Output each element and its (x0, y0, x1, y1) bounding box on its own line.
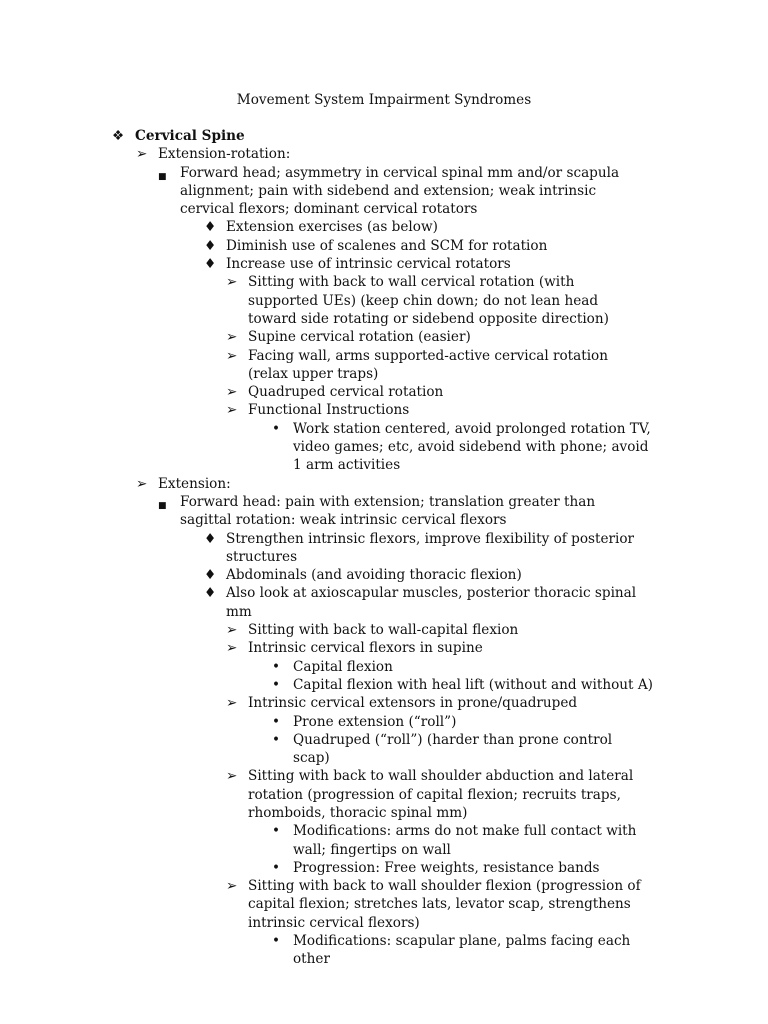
dot-bullet-icon: • (272, 823, 281, 840)
arrow-bullet-icon: ➢ (226, 768, 238, 785)
section-cervical-spine (0, 127, 768, 969)
exercise-text: Quadruped cervical rotation (248, 384, 444, 401)
item-text: Abdominals (and avoiding thoracic flexion) (226, 567, 522, 584)
list-item (0, 566, 768, 584)
subsection-extension (0, 475, 768, 969)
exercise-text: Sitting with back to wall-capital flexion (248, 622, 519, 639)
exercise-item (0, 328, 768, 346)
item-text: Strengthen intrinsic flexors, improve flexibility of posterior structures (226, 530, 635, 565)
dot-bullet-icon: • (272, 731, 281, 748)
arrow-bullet-icon: ➢ (226, 622, 238, 639)
diamond-bullet-icon: ❖ (112, 128, 125, 144)
exercise-item (0, 877, 768, 968)
dot-bullet-icon: • (272, 420, 281, 437)
item-text: Extension exercises (as below) (226, 219, 438, 236)
dot-bullet-icon: • (272, 859, 281, 876)
arrow-bullet-icon: ➢ (226, 640, 238, 657)
subsection-heading: Extension-rotation: (158, 146, 291, 163)
sub-item-text: Modifications: scapular plane, palms facing each other (293, 933, 631, 968)
sub-item-text: Modifications: arms do not make full contact with wall; fingertips on wall (293, 823, 637, 858)
arrow-bullet-icon: ➢ (226, 274, 238, 291)
item-text: Also look at axioscapular muscles, posterior thoracic spinal mm (226, 585, 637, 620)
sub-item (0, 822, 768, 859)
exercise-item (0, 401, 768, 474)
sub-item (0, 676, 768, 694)
exercise-item (0, 767, 768, 877)
arrow-bullet-icon: ➢ (136, 146, 148, 163)
arrow-bullet-icon: ➢ (226, 402, 238, 419)
sub-item (0, 731, 768, 768)
list-item (0, 218, 768, 236)
item-text: Diminish use of scalenes and SCM for rotation (226, 237, 548, 254)
outline (0, 127, 768, 969)
sub-item-text: Work station centered, avoid prolonged rotation TV, video games; etc, avoid sidebend with phone; avoid 1 arm activities (293, 420, 651, 474)
subsection-heading: Extension: (158, 475, 231, 492)
diamond-bullet-icon: ♦ (204, 530, 217, 547)
list-item (0, 237, 768, 255)
exercise-item (0, 273, 768, 328)
finding-text: Forward head: pain with extension; translation greater than sagittal rotation: weak intrinsic cervical flexors (180, 493, 596, 529)
diamond-bullet-icon: ♦ (204, 567, 217, 584)
subsection-extension-rotation (0, 145, 768, 474)
sub-item (0, 713, 768, 731)
exercise-text: Facing wall, arms supported-active cervical rotation (relax upper traps) (248, 347, 608, 382)
arrow-bullet-icon: ➢ (226, 347, 238, 364)
square-bullet-icon: ■ (158, 171, 167, 182)
arrow-bullet-icon: ➢ (226, 329, 238, 346)
sub-item-text: Quadruped (“roll”) (harder than prone control scap) (293, 731, 613, 767)
section-heading: Cervical Spine (135, 128, 245, 144)
arrow-bullet-icon: ➢ (226, 695, 238, 712)
sub-item (0, 932, 768, 969)
dot-bullet-icon: • (272, 933, 281, 950)
exercise-text: Supine cervical rotation (easier) (248, 329, 471, 346)
exercise-text: Functional Instructions (248, 402, 410, 419)
arrow-bullet-icon: ➢ (226, 384, 238, 401)
sub-item-text: Progression: Free weights, resistance bands (293, 859, 600, 876)
arrow-bullet-icon: ➢ (226, 878, 238, 895)
list-item (0, 584, 768, 968)
exercise-item (0, 694, 768, 767)
sub-item (0, 658, 768, 676)
finding-item (0, 164, 768, 475)
exercise-item (0, 639, 768, 694)
exercise-text: Intrinsic cervical extensors in prone/quadruped (248, 695, 578, 712)
exercise-text: Sitting with back to wall shoulder abduction and lateral rotation (progression of capital flexion; recruits traps, rhomboids, thoracic spinal mm) (248, 768, 634, 821)
exercise-item (0, 347, 768, 384)
exercise-text: Sitting with back to wall shoulder flexion (progression of capital flexion; stretches lats, levator scap, strengthens intrinsic cervical flexors) (248, 878, 641, 931)
item-text: Increase use of intrinsic cervical rotators (226, 256, 511, 273)
exercise-item (0, 621, 768, 639)
diamond-bullet-icon: ♦ (204, 219, 217, 236)
finding-text: Forward head; asymmetry in cervical spinal mm and/or scapula alignment; pain with sidebend and extension; weak intrinsic cervical flexors; dominant cervical rotators (180, 164, 620, 218)
dot-bullet-icon: • (272, 658, 281, 675)
sub-item-text: Capital flexion (293, 658, 393, 675)
sub-item-text: Prone extension (“roll”) (293, 713, 457, 730)
exercise-item (0, 383, 768, 401)
diamond-bullet-icon: ♦ (204, 585, 217, 602)
sub-item (0, 859, 768, 877)
exercise-text: Sitting with back to wall cervical rotation (with supported UEs) (keep chin down; do not lean head toward side rotating or sidebend opposite direction) (248, 274, 609, 327)
sub-item-text: Capital flexion with heal lift (without and without A) (293, 676, 653, 693)
finding-item (0, 493, 768, 969)
arrow-bullet-icon: ➢ (136, 475, 148, 492)
dot-bullet-icon: • (272, 676, 281, 693)
list-item (0, 255, 768, 475)
dot-bullet-icon: • (272, 713, 281, 730)
sub-item (0, 420, 768, 475)
square-bullet-icon: ■ (158, 500, 167, 511)
exercise-text: Intrinsic cervical flexors in supine (248, 640, 483, 657)
list-item (0, 530, 768, 567)
document-title: Movement System Impairment Syndromes (236, 92, 532, 108)
diamond-bullet-icon: ♦ (204, 237, 217, 254)
diamond-bullet-icon: ♦ (204, 256, 217, 273)
